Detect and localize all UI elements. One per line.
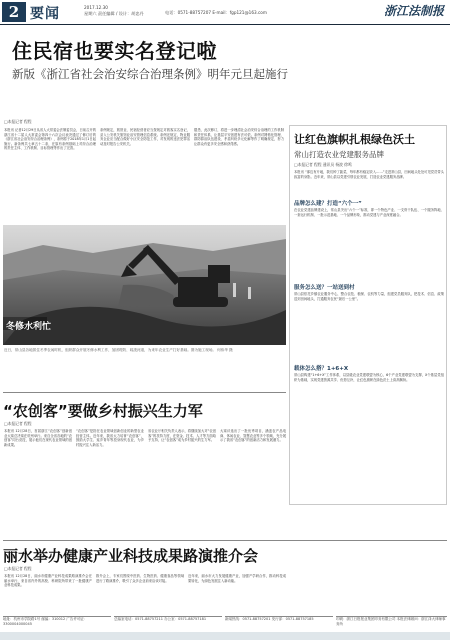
masthead xyxy=(0,0,450,25)
article3-body-col2: 推介会上，专家们围绕中医药、生物医药、健康食品等领域进行了路演推介，吸引了众多企业前来洽谈对接。 xyxy=(96,574,184,583)
sidebar-byline: □本报记者 程程 通讯员 杨波 徐鸣 xyxy=(294,162,352,167)
article2-headline: “农创客”要做乡村振兴生力军 xyxy=(3,402,203,420)
article2-body-col3: 省农业厅相关负责人表示，将继续加大对“农创客”的扶持力度，在资金、技术、人才等方面给予支持，让“农创客”成为乡村振兴的生力军。 xyxy=(148,429,216,443)
lead-subheadline: 新版《浙江省社会治安综合治理条例》明年元旦起施行 xyxy=(12,67,288,81)
page-number: 2 xyxy=(2,2,26,22)
issue-date: 2017.12.30 星期六 责任编辑 / 设计：胡忠丹 xyxy=(84,5,144,16)
footer-address: 地址：杭州市学院路1号 邮编：310012 广告许可证：3300004000045 xyxy=(3,616,111,640)
lead-body-col3: 据悉，此次修订，将进一步理清社会治安综合治理的工作机制和责任体系，让基层平安创建有法可依。条例对网格化管理、群防群治队伍建设、矛盾纠纷多元化解等作了明确规定，努力让群众有更多安全感和获得感。 xyxy=(194,128,284,146)
article-divider xyxy=(3,540,447,541)
sidebar-headline: 让红色旗帜扎根绿色沃土 xyxy=(294,133,415,146)
sidebar-section2-title: 服务怎么送？一站送到村 xyxy=(294,285,355,291)
lead-body-col2: 条例规定，旅馆业、民宿经营者应当按规定对旅客实名登记，录入公安机关旅馆业治安管理信息系统。条例还规定，物业服务企业应当配合做好小区安全防范工作，对发现的违法犯罪活动及时报告公安机关。 xyxy=(100,128,190,146)
sidebar-section1-title: 品牌怎么建？打造“六个一” xyxy=(294,201,362,207)
section-name: 要闻 xyxy=(30,6,60,22)
article2-byline: □本报记者 程程 xyxy=(4,421,32,426)
lead-body-col1: 本报讯 记者12月29日从省人大常委会法制委员会，日前召开的浙江省十二届人大常委会第四十六次会议表决通过了修订后的《浙江省社会治安综合治理条例》，条例将于2018年1月1日起施行。新条例共七章五十二条，在原有条例基础上对综合治理的责任主体、工作机制、目标管理等作出了完善。 xyxy=(4,128,96,151)
contact-info: 电话：0571-88757207 E-mail：fgp121@163.com xyxy=(165,10,267,15)
article2-body-col2: “农创客”是指在农业领域创新创业的新型农业经营主体。近年来，我省大力培育“农创客”，鼓励大学生、返乡青年等投身现代农业，为乡村振兴注入新活力。 xyxy=(76,429,144,447)
photo-caption: 近日，常山县各地抓住冬季农闲时机，组织群众开展冬修水利工作，加固堤防、疏浚河道，为来年农业生产打好基础。图为施工现场。 何伟华 摄 xyxy=(4,348,233,352)
article3-byline: □本报记者 程程 xyxy=(4,566,32,571)
paper-name: 浙江法制报 xyxy=(383,4,444,18)
footer-printer: 印刷：浙江日报报业集团印务有限公司 本报法律顾问：浙江泽大律师事务所 xyxy=(336,616,447,640)
lead-headline: 住民宿也要实名登记啦 xyxy=(12,39,217,63)
sidebar-section1-text: 在农业党建品牌建设上，常山县突出“六个一”标准，即一个特色产业、一支骨干队伍、一个服务阵地、一套运行机制、一批示范基地、一个品牌形象，推动党建与产业深度融合。 xyxy=(294,208,444,217)
footer-hotline: 新闻热线：0571-88757201 发行部：0571-88757185 xyxy=(225,616,333,640)
photo-title: 冬修水利忙 xyxy=(6,322,52,332)
article-divider xyxy=(3,392,286,393)
sidebar-section2-text: 常山县依托乡镇农业服务中心，整合农技、植保、农机等力量，组建党员服务队，把技术、信息、政策送到田间地头，打通服务农民“最后一公里”。 xyxy=(294,292,444,301)
article2-body-col4: 大赛评选出了一批优秀项目，涵盖农产品电商、休闲农业、智慧农业等多个领域，充分展示了我省“农创客”的创新活力和发展潜力。 xyxy=(220,429,286,443)
footer-phone: 总编室电话：0571-88757211 办公室：0571-88757181 xyxy=(114,616,222,640)
lead-byline: □本报记者 程程 xyxy=(4,119,32,124)
sidebar-intro: 本报讯 “那边有片地，我们种了蔬菜，每年都有稳定收入……”走进常山县，田间地头处处可见党员带头致富的身影。近年来，常山县以党建引领农业发展，打造农业党建服务品牌。 xyxy=(294,170,444,179)
article3-body-col3: 近年来，丽水市大力发展健康产业，加强产学研合作，推动科技成果转化，为绿色发展注入新动能。 xyxy=(188,574,286,583)
article2-body-col1: 本报讯 12月28日，首届浙江“农创客”创新创业大赛总决赛在杭州举行。来自全省各地的“农创客”同台竞技，展示他们在现代农业领域的创新成果。 xyxy=(4,429,72,447)
article3-headline: 丽水举办健康产业科技成果路演推介会 xyxy=(3,547,259,565)
article3-body-col1: 本报讯 12月28日，丽水市健康产业科技成果路演推介会在丽水举行，来自省内外的高校、科研院所带来了一批健康产业科技成果。 xyxy=(4,574,92,588)
sidebar-section3-text: 常山县构建“1+6+X”工作体系，以县级农业党建联盟为核心，6个产业党建联盟为支撑，X个基层党组织为基础，实现党建资源共享、优势互补，让红色旗帜在绿色沃土上高高飘扬。 xyxy=(294,373,444,382)
sidebar-section3-title: 载体怎么搭？1+6+X xyxy=(294,366,349,372)
sidebar-subheadline: 常山打造农业党建服务品牌 xyxy=(294,150,384,159)
